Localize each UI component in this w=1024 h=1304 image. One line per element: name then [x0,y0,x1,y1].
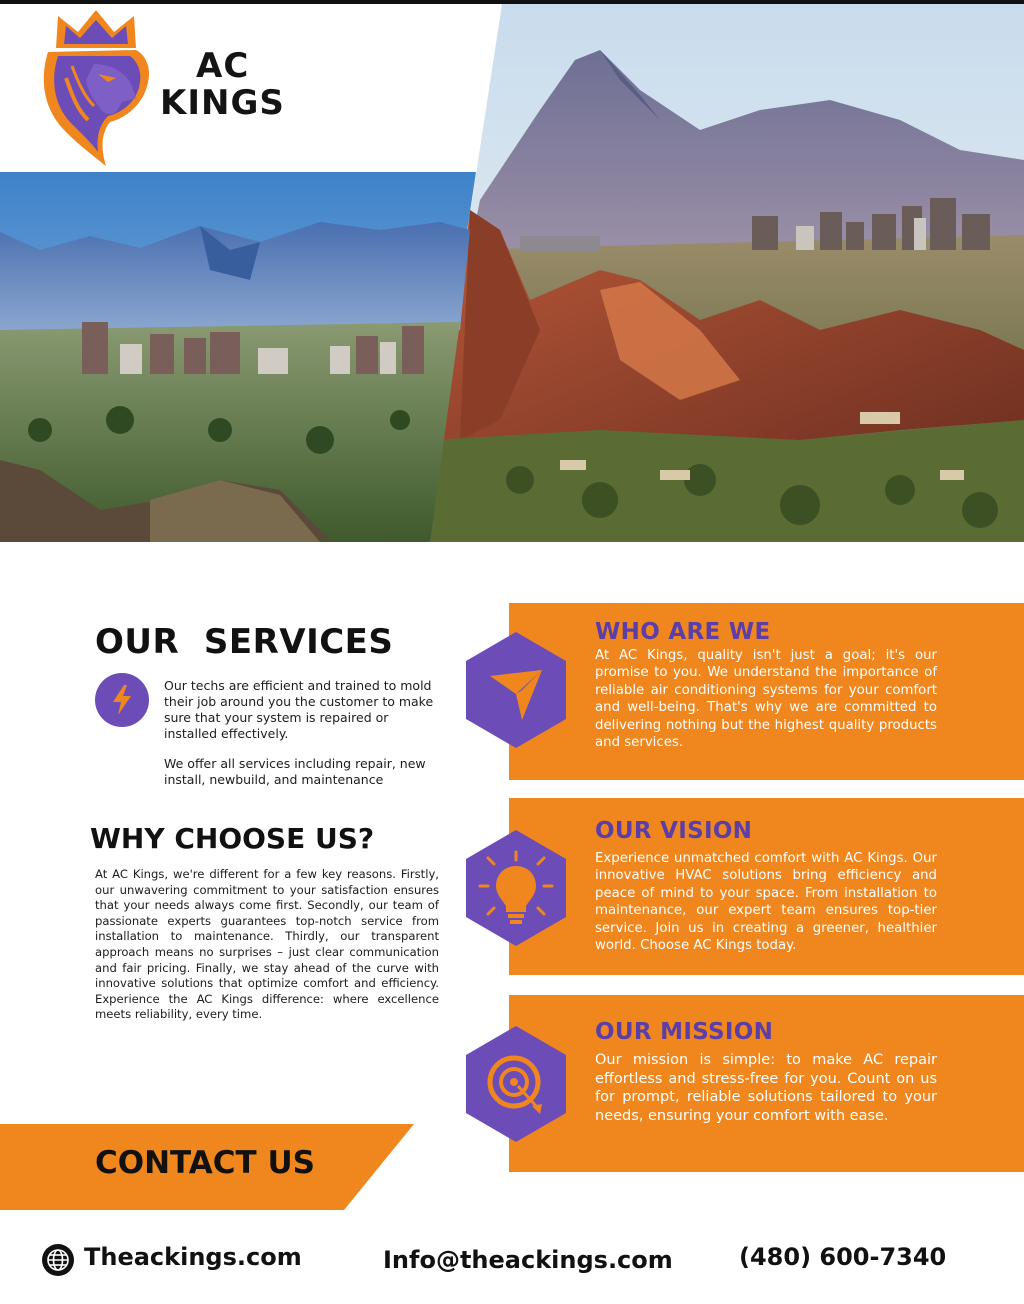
lightning-bolt-icon [109,685,135,715]
our-mission-text: Our mission is simple: to make AC repair effortless and stress-free for you. Count on us for prompt, reliable solutions tailored to your needs, ensuring your comfort with ease. [595,1052,937,1124]
brand-name [160,48,285,122]
top-border [0,0,1024,4]
contact-heading: CONTACT US [95,1145,315,1181]
email-link[interactable]: Info@theackings.com [383,1246,673,1274]
phone-link[interactable]: (480) 600-7340 [739,1243,947,1271]
who-are-we-panel [509,603,1024,780]
brand-logo [36,8,336,168]
lion-crown-logo-icon [36,8,156,166]
globe-icon [41,1243,75,1277]
paper-plane-hexagon [466,632,566,748]
our-mission-title: OUR MISSION [595,1019,774,1045]
who-are-we-title: WHO ARE WE [595,619,771,645]
our-mission-panel [509,995,1024,1172]
brand-name-line1: AC [196,46,250,86]
our-vision-panel [509,798,1024,975]
our-vision-text: Experience unmatched comfort with AC Kings. Our innovative HVAC solutions bring efficiency and peace of mind to your space. From installation to maintenance, our expert team ensures top-tier service. Join us in creating a greener, healthier world. Choose AC Kings today. [595,851,937,954]
hero-banner [0,0,1024,542]
why-choose-us-text: At AC Kings, we're different for a few key reasons. Firstly, our unwavering commitment to your satisfaction ensures that your needs always come first. Secondly, our team of passionate experts guarantees top-notch service from installation to maintenance. Thirdly, our transparent approach means no surprises – just clear communication and fair pricing. Finally, we stay ahead of the curve with innovative solutions that optimize comfort and efficiency. Experience the AC Kings difference: where excellence meets reliability, every time. [95,867,439,1022]
our-vision-title: OUR VISION [595,818,753,844]
brand-name-line2: KINGS [160,83,285,123]
website-link[interactable]: Theackings.com [84,1243,302,1271]
services-paragraph-1: Our techs are efficient and trained to mold their job around you the customer to make sure that your system is repaired or installed effectively. [164,678,434,741]
services-heading: OUR SERVICES [95,622,394,662]
services-paragraph-2: We offer all services including repair, new install, newbuild, and maintenance [164,756,426,787]
services-icon-circle [95,673,149,727]
lightbulb-hexagon [466,830,566,946]
services-description [164,678,444,788]
target-hexagon [466,1026,566,1142]
who-are-we-text: At AC Kings, quality isn't just a goal; it's our promise to you. We understand the importance of reliable air conditioning systems for your comfort and well-being. That's why we are committed to delivering nothing but the highest quality products and services. [595,648,937,751]
why-choose-us-heading: WHY CHOOSE US? [90,822,375,855]
